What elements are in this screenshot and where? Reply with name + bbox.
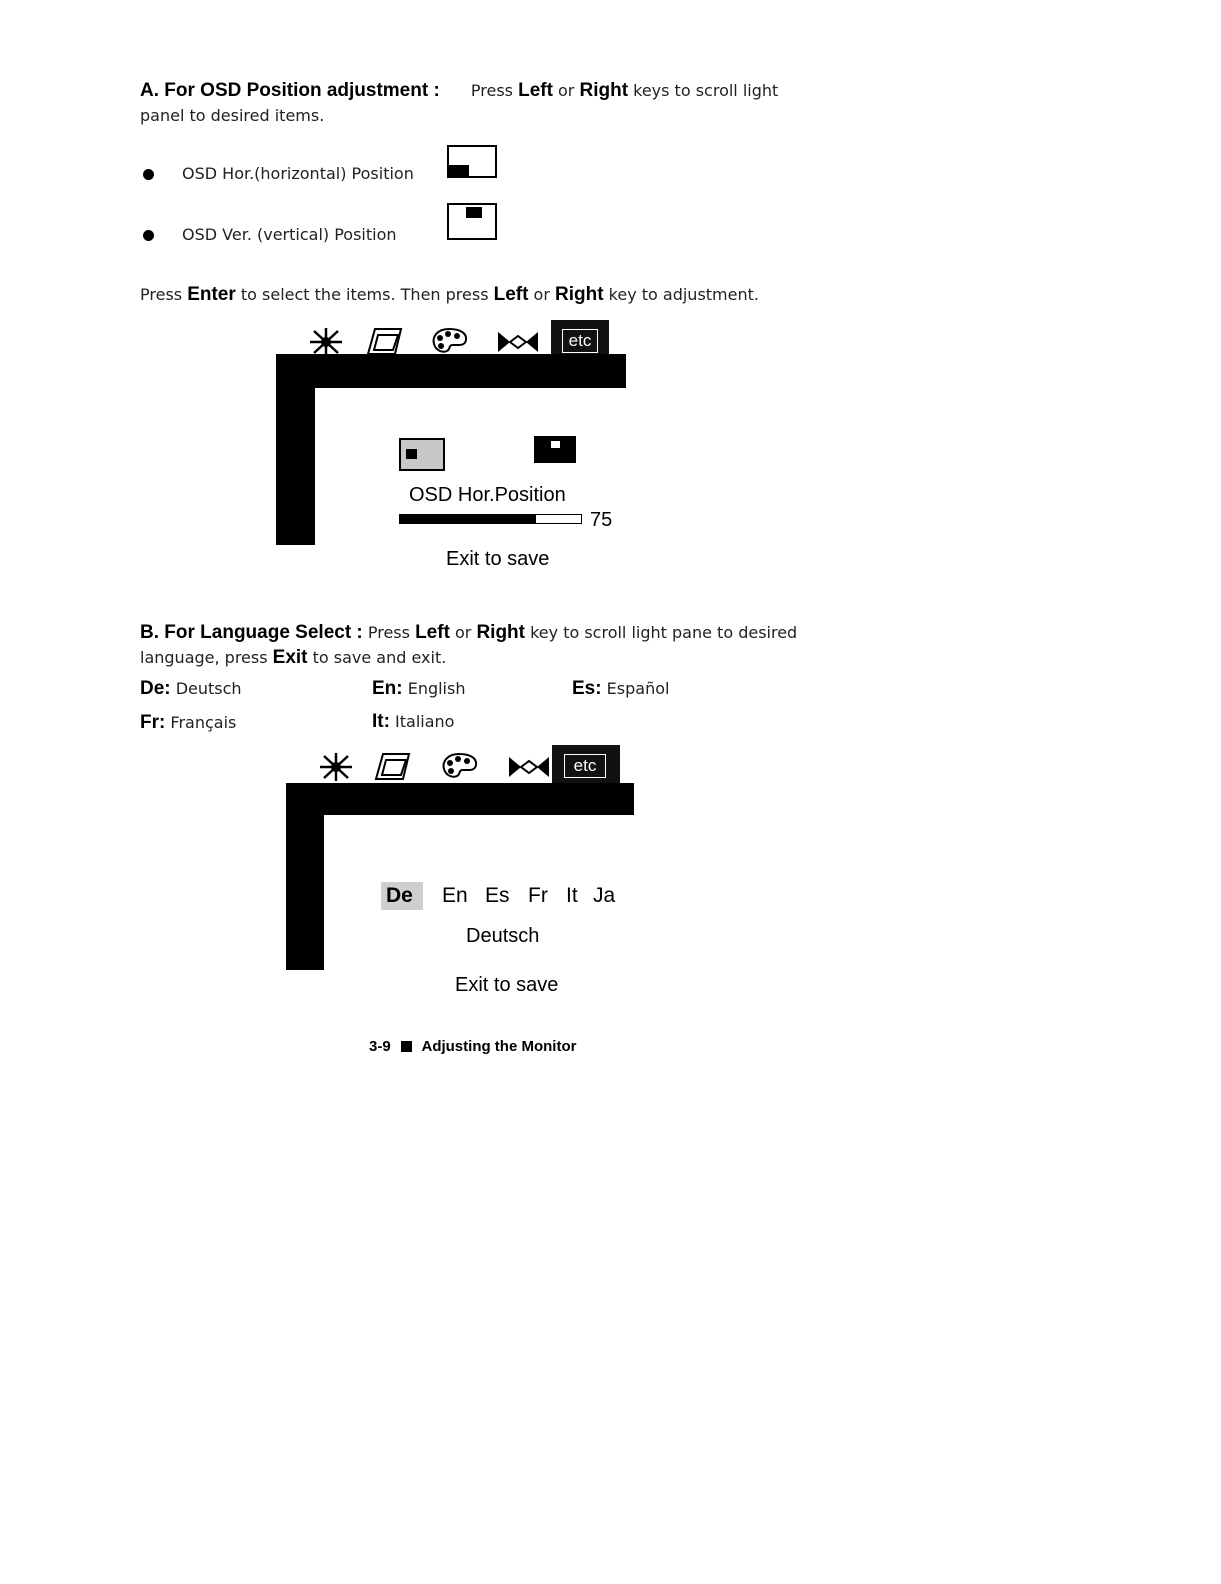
brightness-icon: [316, 751, 356, 783]
section-b-intro-line2: [140, 647, 446, 669]
osd-screen-language: [286, 745, 646, 1005]
position-slider-fill: [400, 515, 536, 523]
key-right: Right: [555, 284, 604, 305]
geometry-icon: [373, 751, 413, 781]
intro-text: keys to scroll light: [633, 81, 779, 100]
lang-code: Es:: [572, 678, 602, 699]
ver-position-icon: [534, 436, 576, 463]
lang-option-en: En: [442, 884, 468, 907]
lang-code: De:: [140, 678, 171, 699]
footer-title: Adjusting the Monitor: [421, 1038, 577, 1055]
lang-entry-de: [140, 678, 242, 700]
lang-name: English: [407, 679, 466, 698]
item-ver-position: OSD Ver. (vertical) Position: [182, 225, 397, 244]
ver-position-icon: [447, 203, 497, 240]
lang-code: It:: [372, 711, 390, 732]
osd-frame-left: [286, 783, 324, 970]
lang-entry-fr: [140, 712, 236, 734]
position-slider: [399, 514, 582, 524]
bullet-icon: [143, 169, 154, 180]
hor-position-icon-selected: [399, 438, 445, 471]
key-right: Right: [476, 622, 525, 643]
section-a-intro-line2: panel to desired items.: [140, 106, 325, 125]
selected-language-name: Deutsch: [466, 925, 540, 947]
section-a-intro-line1: [140, 80, 778, 102]
lang-name: Français: [170, 713, 237, 732]
key-right: Right: [579, 80, 629, 101]
intro-text: Press: [470, 81, 513, 100]
key-left: Left: [415, 622, 450, 643]
key-left: Left: [518, 80, 553, 101]
etc-tab-label: etc: [562, 329, 598, 353]
intro-text: key to scroll light pane to desired: [530, 623, 798, 642]
color-palette-icon: [439, 751, 479, 781]
lang-option-fr: Fr: [528, 884, 548, 907]
instruction-text: Press: [140, 285, 183, 304]
etc-tab-label: etc: [564, 754, 606, 778]
intro-text: to save and exit.: [312, 648, 447, 667]
osd-frame-left: [276, 354, 315, 545]
lang-code: Fr:: [140, 712, 166, 733]
geometry-icon: [365, 326, 405, 356]
instruction-text: to select the items. Then press: [240, 285, 489, 304]
osd-footer: Exit to save: [455, 974, 559, 996]
lang-option-it: It: [566, 884, 578, 907]
lang-option-es: Es: [485, 884, 510, 907]
osd-frame-top: [276, 354, 626, 388]
page-number: 3-9: [369, 1038, 391, 1055]
bullet-icon: [143, 230, 154, 241]
lang-code: En:: [372, 678, 403, 699]
intro-text: or: [454, 623, 472, 642]
intro-text: or: [558, 81, 575, 100]
key-exit: Exit: [272, 647, 308, 668]
bowtie-icon: [496, 329, 540, 355]
lang-entry-it: [372, 711, 454, 733]
intro-text: Press: [367, 623, 410, 642]
osd-footer: Exit to save: [446, 548, 550, 570]
section-b-intro-line1: [140, 622, 797, 644]
instruction-text: or: [533, 285, 550, 304]
footer-square-icon: [401, 1041, 412, 1052]
instruction-text: key to adjustment.: [608, 285, 759, 304]
key-enter: Enter: [187, 284, 236, 305]
section-b-heading: B. For Language Select :: [140, 622, 363, 643]
item-hor-position: OSD Hor.(horizontal) Position: [182, 164, 414, 183]
hor-position-icon: [447, 145, 497, 178]
bowtie-icon: [507, 754, 551, 780]
lang-option-de: De: [386, 884, 413, 907]
lang-name: Italiano: [395, 712, 455, 731]
osd-frame-top: [286, 783, 634, 815]
lang-name: Español: [606, 679, 670, 698]
osd-screen-position: [276, 320, 636, 580]
lang-option-ja: Ja: [593, 884, 616, 907]
section-a-instruction: [140, 284, 759, 306]
osd-item-label: OSD Hor.Position: [409, 484, 566, 506]
lang-entry-es: [572, 678, 669, 700]
lang-entry-en: [372, 678, 465, 700]
intro-text: language, press: [140, 648, 268, 667]
section-a-heading: A. For OSD Position adjustment :: [140, 80, 440, 101]
position-value: 75: [590, 509, 613, 531]
color-palette-icon: [429, 326, 469, 356]
key-left: Left: [493, 284, 529, 305]
lang-name: Deutsch: [175, 679, 242, 698]
page-footer: [369, 1038, 576, 1055]
etc-tab: [552, 745, 620, 785]
